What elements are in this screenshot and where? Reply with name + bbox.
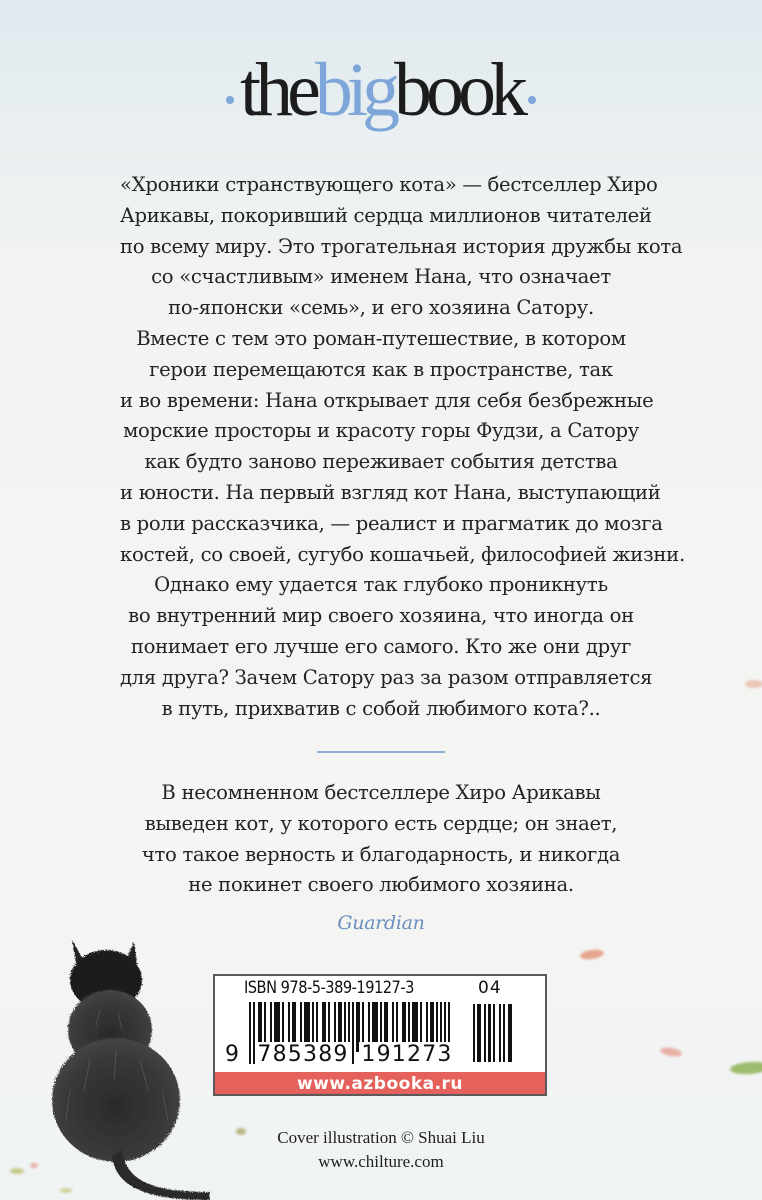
barcode-first-digit: 9 bbox=[225, 1042, 239, 1067]
logo-word-big: big bbox=[314, 48, 394, 132]
description-line: и во времени: Нана открывает для себя безбрежные bbox=[120, 388, 654, 412]
petal-decoration bbox=[730, 1061, 762, 1076]
description-line: в путь, прихватив с собой любимого кота?.. bbox=[161, 696, 601, 720]
description-line: со «счастливым» именем Нана, что означает bbox=[151, 265, 611, 289]
petal-decoration bbox=[745, 680, 762, 688]
addon-bars bbox=[473, 1004, 512, 1066]
cover-credits bbox=[0, 1126, 762, 1174]
petal-decoration bbox=[659, 1046, 682, 1058]
description-line: понимает его лучше его самого. Кто же они друг bbox=[130, 634, 632, 658]
logo-dot-right bbox=[528, 96, 536, 104]
logo-word-book: book bbox=[393, 48, 522, 132]
logo-dot-left bbox=[226, 96, 234, 104]
barcode-right-digits: 191273 bbox=[359, 1042, 455, 1067]
publisher-website: www.azbooka.ru bbox=[215, 1072, 545, 1094]
description-line: Вместе с тем это роман-путешествие, в котором bbox=[136, 326, 626, 350]
barcode-addon: 04 bbox=[478, 978, 502, 998]
description-line: морские просторы и красоту горы Фудзи, а Сатору bbox=[123, 419, 639, 443]
book-description bbox=[120, 170, 685, 724]
description-line: во внутренний мир своего хозяина, что иногда он bbox=[128, 604, 634, 628]
logo-word-the: the bbox=[240, 48, 315, 132]
petal-decoration bbox=[579, 948, 604, 960]
description-line: Однако ему удается так глубоко проникнуть bbox=[154, 573, 608, 597]
description-line: Арикавы, покоривший сердца миллионов читателей bbox=[120, 203, 652, 227]
description-line: для друга? Зачем Сатору раз за разом отправляется bbox=[120, 665, 653, 689]
barcode-left-digits: 785389 bbox=[255, 1042, 351, 1067]
description-line: костей, со своей, сугубо кошачьей, философией жизни. bbox=[120, 542, 685, 566]
quote-line: что такое верность и благодарность, и никогда bbox=[141, 842, 621, 866]
quote-line: выведен кот, у которого есть сердце; он знает, bbox=[144, 811, 618, 835]
description-line: «Хроники странствующего кота» — бестселлер Хиро bbox=[120, 173, 658, 196]
description-line: по всему миру. Это трогательная история дружбы кота bbox=[120, 234, 683, 258]
quote-line: В несомненном бестселлере Хиро Арикавы bbox=[161, 781, 601, 804]
review-quote bbox=[120, 778, 642, 901]
publisher-logo bbox=[0, 48, 762, 132]
section-divider bbox=[317, 751, 445, 753]
illustrator-website: www.chilture.com bbox=[318, 1152, 444, 1171]
isbn-number: ISBN 978-5-389-19127-3 bbox=[244, 978, 414, 998]
isbn-barcode bbox=[213, 974, 547, 1096]
description-line: герои перемещаются как в пространстве, так bbox=[149, 357, 613, 381]
description-line: как будто заново переживает события детства bbox=[144, 450, 618, 474]
description-line: в роли рассказчика, — реалист и прагматик до мозга bbox=[120, 511, 663, 535]
quote-source: Guardian bbox=[337, 912, 425, 934]
quote-line: не покинет своего любимого хозяина. bbox=[188, 873, 574, 897]
description-line: и юности. На первый взгляд кот Нана, выступающий bbox=[120, 480, 661, 504]
description-line: по-японски «семь», и его хозяина Сатору. bbox=[168, 296, 594, 320]
illustration-credit: Cover illustration © Shuai Liu bbox=[277, 1128, 485, 1147]
